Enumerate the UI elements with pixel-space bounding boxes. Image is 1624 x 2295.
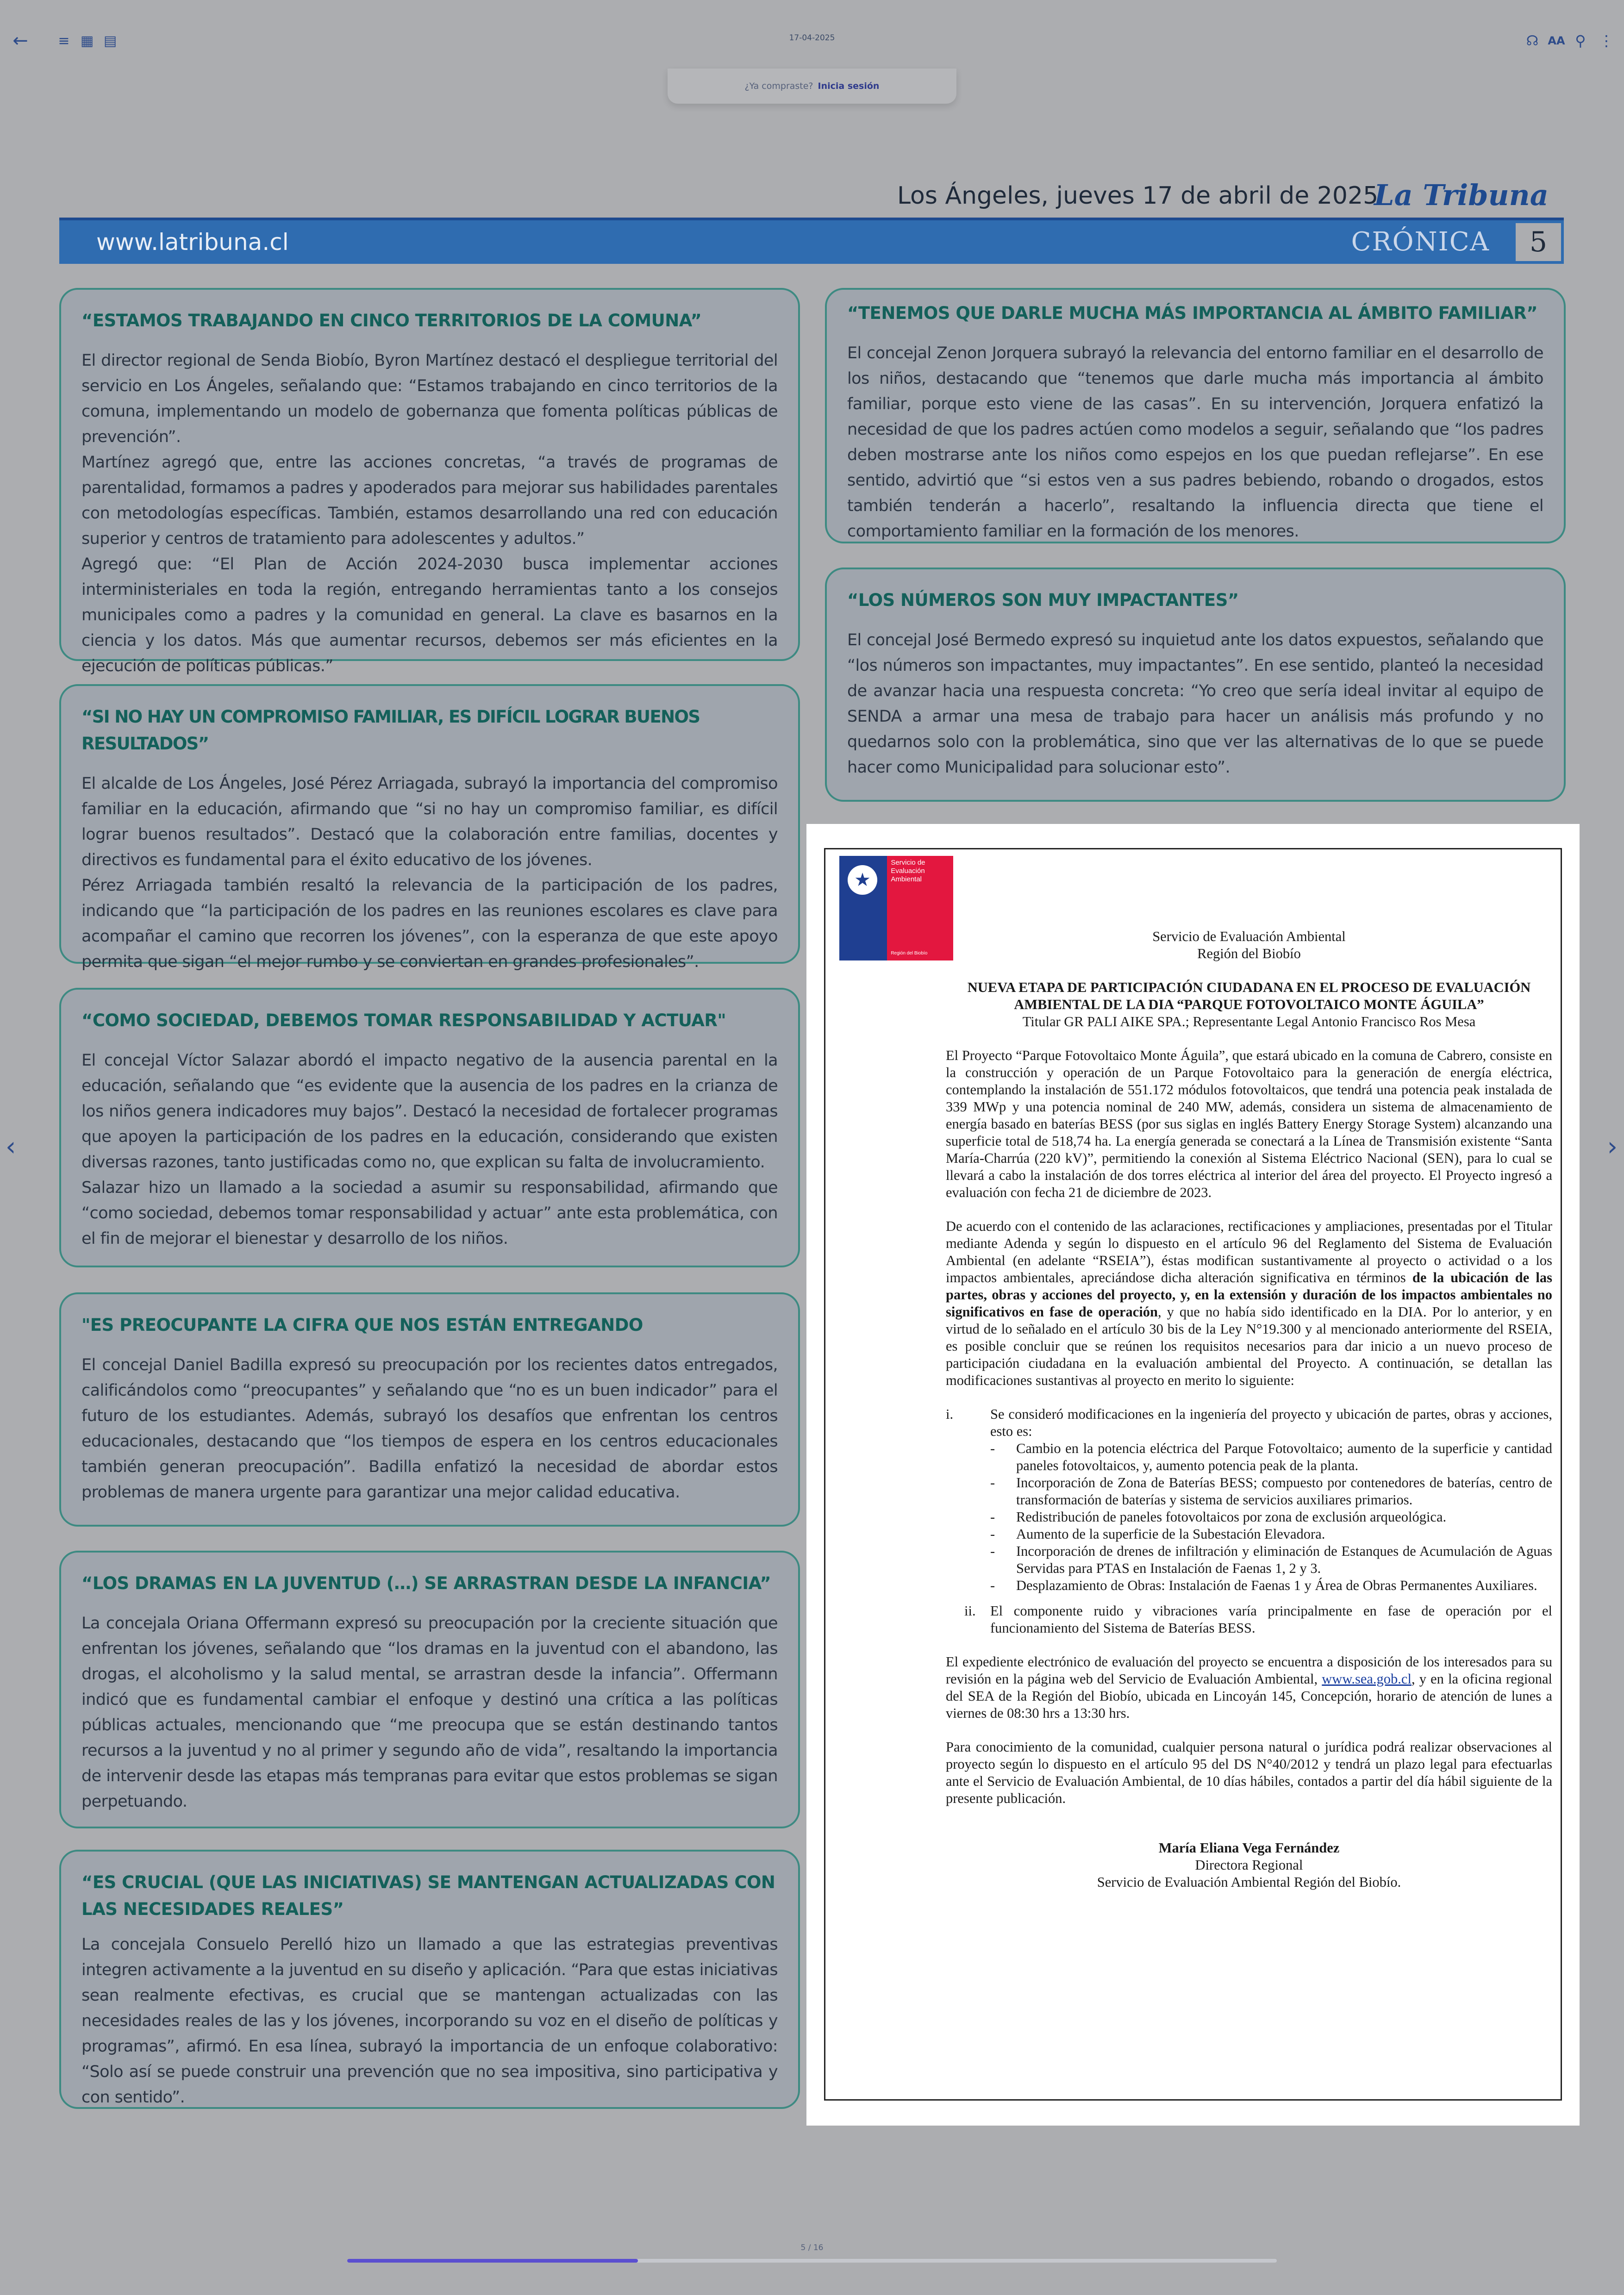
notice-header-2: Región del Biobío [1197,946,1301,961]
previous-page-arrow-icon[interactable]: ‹ [6,1132,16,1162]
box-paragraph: El concejal Víctor Salazar abordó el impacto negativo de la ausencia parental en la educación, señalando que “es evidente que la ausencia de los padres en la crianza de los niños genera indicadores muy bajos”. Destacó la necesidad de fortalecer programas que apoyen la participación de los padres en la educación, considerando que existen diversas razones, tanto justificadas como no, que explican su falta de involucramiento. [81,1051,778,1172]
list-text: El componente ruido y vibraciones varía principalmente en fase de operación por el funcionamiento del Sistema de Baterías BESS. [990,1603,1552,1636]
notice-paragraph: Para conocimiento de la comunidad, cualquier persona natural o jurídica podrá realizar observaciones al proyecto según lo dispuesto en el artículo 95 del DS N°40/2012 y tendrá un plazo legal para efectuarlas ante el Servicio de Evaluación Ambiental, de 10 días hábiles, contados a partir del día hábil siguiente de la presente publicación. [946,1739,1552,1806]
notice-paragraph [946,1653,1552,1722]
box-title: “ES CRUCIAL (QUE LAS INICIATIVAS) SE MANTENGAN ACTUALIZADAS CON LAS NECESIDADES REALES” [81,1872,775,1919]
notice-title: NUEVA ETAPA DE PARTICIPACIÓN CIUDADANA EN EL PROCESO DE EVALUACIÓN AMBIENTAL DE LA DIA “PARQUE FOTOVOLTAICO MONTE ÁGUILA” [967,979,1531,1012]
sub-item: - Cambio en la potencia eléctrica del Parque Fotovoltaico; aumento de la superficie y cantidad paneles fotovoltaicos, y, aumento potencia peak de la planta. [990,1441,1552,1473]
box-title: “SI NO HAY UN COMPROMISO FAMILIAR, ES DIFÍCIL LOGRAR BUENOS RESULTADOS” [81,707,700,754]
box-paragraph: El concejal Zenon Jorquera subrayó la relevancia del entorno familiar en el desarrollo de los niños, destacando que “tenemos que darle mucha más importancia al ámbito familiar, porque esto viene de las casas”. En su intervención, Jorquera enfatizó la necesidad de que los padres actúen como modelos a seguir, señalando que “los padres deben mostrarse ante los niños como espejos en los que puedan reflejarse”. En ese sentido, advirtió que “si estos ven a sus padres bebiendo, robando o drogados, estos también tenderán a hacerlo”, resaltando la influencia directa que tiene el comportamiento familiar en la formación de los menores. [847,344,1543,541]
sea-website-link[interactable]: www.sea.gob.cl [1322,1671,1412,1687]
page-number: 5 [1513,220,1564,264]
sub-item: - Aumento de la superficie de la Subestación Elevadora. [946,1526,1552,1543]
logo-text: Servicio de Evaluación Ambiental [891,859,925,883]
reading-progress-bar[interactable] [347,2259,1277,2263]
sub-item-text: Redistribución de paneles fotovoltaicos por zona de exclusión arqueológica. [1016,1509,1447,1525]
edition-date: 17-04-2025 [789,33,835,43]
masthead-date: Los Ángeles, jueves 17 de abril de 2025 [897,182,1379,210]
box-title: “TENEMOS QUE DARLE MUCHA MÁS IMPORTANCIA AL ÁMBITO FAMILIAR” [847,303,1538,323]
list-item [946,1603,1552,1637]
box-paragraph: El alcalde de Los Ángeles, José Pérez Arriagada, subrayó la importancia del compromiso familiar en la educación, afirmando que “si no hay un compromiso familiar, es difícil lograr buenos resultados”. Destacó que la colaboración entre familias, docentes y directivos es fundamental para el éxito educativo de los jóvenes. [81,774,778,869]
newspaper-logo: La Tribuna [1374,178,1549,212]
notice-header-1: Servicio de Evaluación Ambiental [1152,929,1346,944]
box-title: “ESTAMOS TRABAJANDO EN CINCO TERRITORIOS DE LA COMUNA” [81,311,702,331]
sub-item: - Desplazamiento de Obras: Instalación de Faenas 1 y Área de Obras Permanentes Auxiliares. [946,1577,1552,1594]
section-bar [59,218,1564,264]
sub-item-text: Desplazamiento de Obras: Instalación de Faenas 1 y Área de Obras Permanentes Auxiliares. [1016,1578,1537,1593]
notice-text: , y que no había sido identificado en la DIA. Por lo anterior, y en virtud de lo señalado en el artículo 30 bis de la Ley N°19.300 y al mencionado anteriormente del RSEIA, es posible concluir que se reúnen los requisitos necesarios para dar inicio a un nuevo proceso de participación ciudadana en la evaluación ambiental del Proyecto. A continuación, se detallan las modificaciones sustantivas al proyecto en merito lo siguiente: [946,1304,1552,1388]
notice-text: , y en la oficina regional del SEA de la Región del Biobío, ubicada en Lincoyán 145, Concepción, horario de atención de lunes a viernes de 08:30 hrs a 13:30 hrs. [946,1671,1552,1721]
notice-paragraph: El Proyecto “Parque Fotovoltaico Monte Águila”, que estará ubicado en la comuna de Cabrero, consiste en la construcción y operación de un Parque Fotovoltaico para la generación de energía eléctrica, contemplando la instalación de 551.172 módulos fotovoltaicos, que tendrá una potencia peak instalada de 339 MWp y una potencia nominal de 240 MW, además, considera un sistema de almacenamiento de energía basado en baterías BESS (por sus siglas en inglés Battery Energy Storage System) alcanzando una superficie total de 518,74 ha. La energía generada se conectará a la Línea de Transmisión existente “Santa María-Charrúa (220 kV)”, permitiendo la conexión al Sistema Eléctrico Nacional (SEN), para lo cual se llevará a cabo la instalación de dos torres eléctrica al interior del área del proyecto. El Proyecto ingresó a evaluación con fecha 21 de diciembre de 2023. [946,1048,1552,1200]
signatory-name: María Eliana Vega Fernández [1158,1840,1340,1856]
login-prompt: ¿Ya compraste? [744,81,813,91]
box-paragraph: El concejal Daniel Badilla expresó su preocupación por los recientes datos entregados, calificándolos como “preocupantes” y señalando que “no es un buen indicador” para el futuro de los estudiantes. Además, subrayó los desafíos que enfrentan los centros educacionales, destacando que “los tiempos de espera en los centros educacionales también generan preocupación”. Badilla enfatizó la necesidad de abordar estos problemas de manera urgente para garantizar una mejor calidad educativa. [81,1356,778,1502]
coat-of-arms-icon: ★ [848,865,877,895]
list-number: ii. [964,1603,976,1619]
box-paragraph: El director regional de Senda Biobío, Byron Martínez destacó el despliegue territorial del servicio en Los Ángeles, señalando que: “Estamos trabajando en cinco territorios de la comuna, implementando un modelo de gobernanza que fomenta políticas públicas de prevención”. [81,351,778,446]
quote-box-salazar [59,988,800,1267]
notice-body [946,928,1552,1891]
page-masthead [59,178,1564,215]
signatory-org: Servicio de Evaluación Ambiental Región del Biobío. [1097,1874,1401,1890]
search-icon[interactable]: ⚲ [1575,32,1586,50]
list-number: i. [946,1406,954,1422]
back-arrow-icon[interactable]: ← [12,30,28,51]
notice-list [946,1406,1552,1637]
quote-box-perez [59,684,800,971]
box-paragraph: La concejala Oriana Offermann expresó su preocupación por la creciente situación que enfrentan los jóvenes, señalando que “los dramas en la juventud con el abandono, las drogas, el alcoholismo y la salud mental, se arrastran desde la infancia”. Offermann indicó que es fundamental cambiar el enfoque y destinó una crítica a las políticas públicas actuales, mencionando que “me preocupa que se están destinando tantos recursos a la juventud y no al primer y segundo año de vida”, resaltando la importancia de intervenir desde las etapas más tempranas para evitar que estos problemas se sigan perpetuando. [81,1614,778,1811]
login-link[interactable]: Inicia sesión [818,81,880,91]
sub-item-text: Aumento de la superficie de la Subestación Elevadora. [1016,1526,1325,1542]
page-indicator: 5 / 16 [800,2243,824,2252]
box-title: “LOS DRAMAS EN LA JUVENTUD (…) SE ARRASTRAN DESDE LA INFANCIA” [81,1573,771,1593]
login-banner [668,69,956,104]
sub-item: - Incorporación de drenes de infiltración y eliminación de Estanques de Acumulación de Aguas Servidas para PTAS en Instalación de Faenas 1, 2 y 3. [990,1543,1552,1576]
notice-text: El expediente electrónico de evaluación del proyecto se encuentra a disposición de los interesados para su revisión en la página web del Servicio de Evaluación Ambiental, [946,1654,1552,1687]
quote-box-badilla [59,1292,800,1527]
grid-view-icon[interactable]: ▦ [80,32,94,49]
quote-box-martinez [59,288,800,675]
quote-box-perello [59,1850,800,2109]
site-url: www.latribuna.cl [96,229,289,256]
box-title: “LOS NÚMEROS SON MUY IMPACTANTES” [847,590,1239,610]
list-text: Se consideró modificaciones en la ingeniería del proyecto y ubicación de partes, obras y acciones, esto es: [990,1406,1552,1439]
progress-fill [347,2259,638,2263]
sub-item: - Redistribución de paneles fotovoltaicos por zona de exclusión arqueológica. [946,1509,1552,1526]
signatory-role: Directora Regional [1195,1857,1303,1873]
headphones-icon[interactable]: ☊ [1526,32,1539,49]
logo-region: Región del Biobío [891,951,928,956]
quote-box-bermedo [825,568,1566,802]
notice-text: De acuerdo con el contenido de las aclaraciones, rectificaciones y ampliaciones, presentadas por el Titular mediante Adenda y según lo dispuesto en el artículo 96 del Reglamento del Sistema de Evaluación Ambiental (en adelante “RSEIA”), éstas modifican sustantivamente al proyecto o actividad o a los impactos ambientales, apreciándose dicha alteración significativa en términos [946,1218,1552,1285]
box-title: “COMO SOCIEDAD, DEBEMOS TOMAR RESPONSABILIDAD Y ACTUAR" [81,1010,726,1030]
notice-holder: Titular GR PALI AIKE SPA.; Representante Legal Antonio Francisco Ros Mesa [1022,1014,1476,1029]
quote-box-jorquera [825,288,1566,543]
box-paragraph: El concejal José Bermedo expresó su inquietud ante los datos expuestos, señalando que “los números son impactantes, muy impactantes”. En ese sentido, planteó la necesidad de avanzar hacia una respuesta concreta: “Yo creo que sería ideal invitar al equipo de SENDA a armar una mesa de trabajo para hacer un análisis más profundo y no quedarnos solo con la problemática, sino que ver las alternativas de lo que se puede hacer como Municipalidad para solucionar esto”. [847,631,1543,777]
sub-item: - Incorporación de Zona de Baterías BESS; compuesto por contenedores de baterías, centro de transformación de baterías y sistema de servicios auxiliares primarios. [990,1475,1552,1508]
sub-item-text: Incorporación de Zona de Baterías BESS; compuesto por contenedores de baterías, centro de transformación de baterías y sistema de servicios auxiliares primarios. [1016,1475,1552,1508]
page-view-icon[interactable]: ▤ [103,32,117,49]
box-paragraph: Martínez agregó que, entre las acciones concretas, “a través de programas de parentalidad, formamos a padres y apoderados para mejorar sus habilidades parentales con metodologías específicas. También, estamos desarrollando una red con educación superior y centros de tratamiento para adolescentes y adultos.” [81,453,778,548]
notice-paragraph [946,1218,1552,1389]
notice-text-bold: de la ubicación de las partes, obras y acciones del proyecto, y, en la extensión y duración de los impactos ambientales no significativos en fase de operación [946,1270,1552,1320]
list-view-icon[interactable]: ≡ [58,32,70,49]
notice-frame [824,848,1562,2101]
box-paragraph: Pérez Arriagada también resaltó la relevancia de la participación de los padres, indicando que “la participación de los padres en las reuniones escolares es clave para acompañar el camino que recorren los jóvenes”, con la esperanza de que este apoyo permita que sigan “el mejor rumbo y se conviertan en grandes profesionales”. [81,876,778,971]
sea-logo [839,856,953,960]
official-notice [806,824,1580,2126]
box-paragraph: Agregó que: “El Plan de Acción 2024-2030 busca implementar acciones interministeriales en toda la región, entregando herramientas tanto a los consejos municipales como a padres y la comunidad en general. La clave es basarnos en la ciencia y los datos. Más que aumentar recursos, debemos ser más eficientes en la ejecución de políticas públicas.” [81,555,778,675]
more-options-icon[interactable]: ⋮ [1599,32,1614,50]
next-page-arrow-icon[interactable]: › [1607,1132,1618,1162]
section-name: CRÓNICA [1351,227,1490,257]
sub-item-text: Cambio en la potencia eléctrica del Parque Fotovoltaico; aumento de la superficie y cantidad paneles fotovoltaicos, y, aumento potencia peak de la planta. [1016,1441,1552,1473]
box-paragraph: Salazar hizo un llamado a la sociedad a asumir su responsabilidad, afirmando que “como sociedad, debemos tomar responsabilidad y actuar” ante esta problemática, con el fin de mejorar el bienestar y desarrollo de los niños. [81,1179,778,1248]
box-title: "ES PREOCUPANTE LA CIFRA QUE NOS ESTÁN ENTREGANDO [81,1315,643,1335]
sub-item-text: Incorporación de drenes de infiltración y eliminación de Estanques de Acumulación de Aguas Servidas para PTAS en Instalación de Faenas 1, 2 y 3. [1016,1543,1552,1576]
box-paragraph: La concejala Consuelo Perelló hizo un llamado a que las estrategias preventivas integren activamente a la juventud en su diseño y aplicación. “Para que estas iniciativas sean realmente efectivas, es crucial que se mantengan actualizadas con las necesidades reales de las y los jóvenes, incorporando su voz en el diseño de políticas y programas”, afirmó. En esa línea, subrayó la importancia de un enfoque colaborativo: “Solo así se puede construir una prevención que no sea impositiva, sino participativa y con sentido”. [81,1935,778,2107]
quote-box-offermann [59,1551,800,1828]
text-size-button[interactable]: AA [1548,34,1565,47]
list-item [946,1406,1552,1440]
